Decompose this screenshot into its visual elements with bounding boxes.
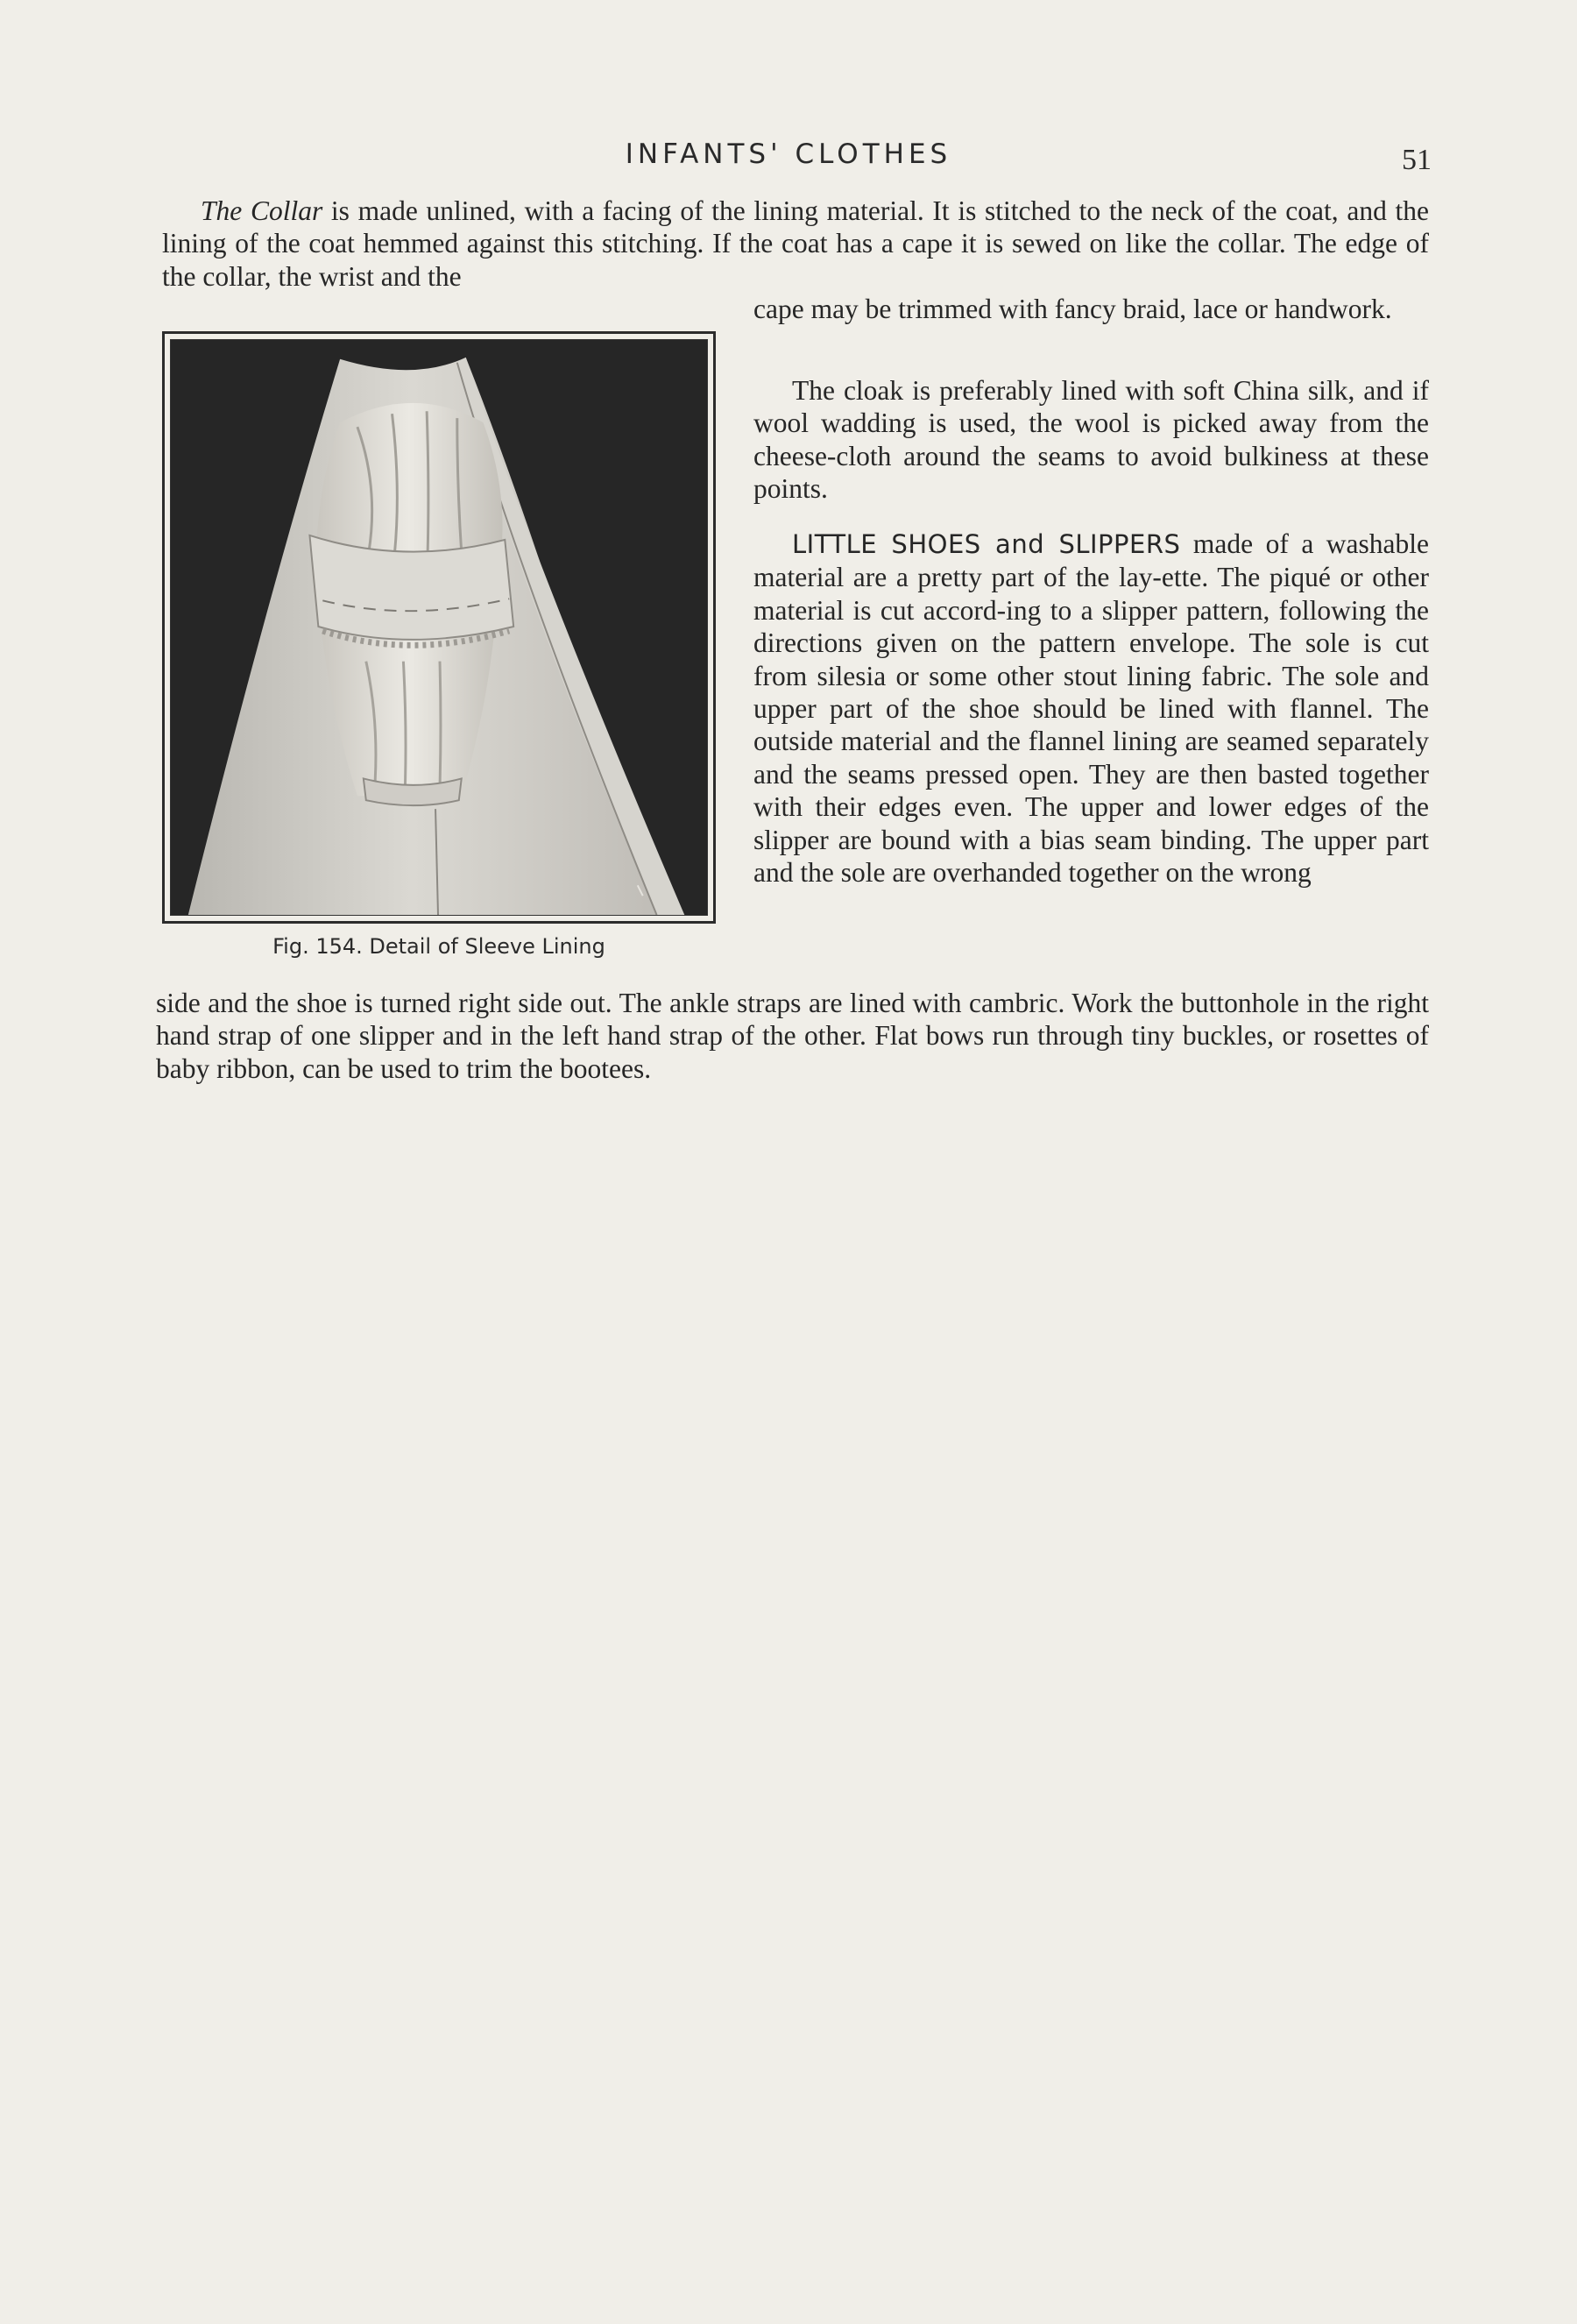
shoes-heading-and: and [980,529,1059,559]
running-head [0,138,1577,177]
collar-heading: The Collar [201,195,323,226]
shoes-text: made of a washable material are a pretty part of the lay-ette. The piqué or other material is cut accord-ing to a slipper pattern, following the directions given on the pattern envelope. The sole is cut from silesia or some other stout lining fabric. The sole and upper part of the shoe should be lined with flannel. The outside material and the flannel lining are seamed separately and the seams pressed open. They are then basted together with their edges even. The upper and lower edges of the slipper are bound with a bias seam binding. The upper part and the sole are overhanded together on the wrong [753,528,1429,889]
paragraph-cloak: The cloak is preferably lined with soft China silk, and if wool wadding is used, the wool is picked away from the cheese-cloth around the seams to avoid bulkiness at these points. [753,375,1429,505]
sleeve-lining-illustration [170,339,708,916]
paragraph-shoes [753,528,1429,889]
paragraph-collar [162,195,1429,293]
page-number: 51 [1402,144,1432,176]
figure-caption: Fig. 154. Detail of Sleeve Lining [272,934,605,959]
running-head-title: INFANTS' CLOTHES [625,138,952,170]
figure-sleeve-lining [162,331,716,924]
slippers-heading: SLIPPERS [1058,529,1181,559]
paragraph-collar-continued: cape may be trimmed with fancy braid, lace or handwork. [753,294,1392,324]
paragraph-shoes-continued: side and the shoe is turned right side out. The ankle straps are lined with cambric. Work the buttonhole in the right hand strap of one slipper and in the left hand strap of the other. Flat bows run through tiny buckles, or rosettes of baby ribbon, can be used to trim the bootees. [156,988,1429,1084]
shoes-heading: LITTLE SHOES [792,529,981,559]
collar-text: is made unlined, with a facing of the lining material. It is stitched to the neck of the coat, and the lining of the coat hemmed against this stitching. If the coat has a cape it is sewed on like the collar. The edge of the collar, the wrist and the [162,195,1429,292]
